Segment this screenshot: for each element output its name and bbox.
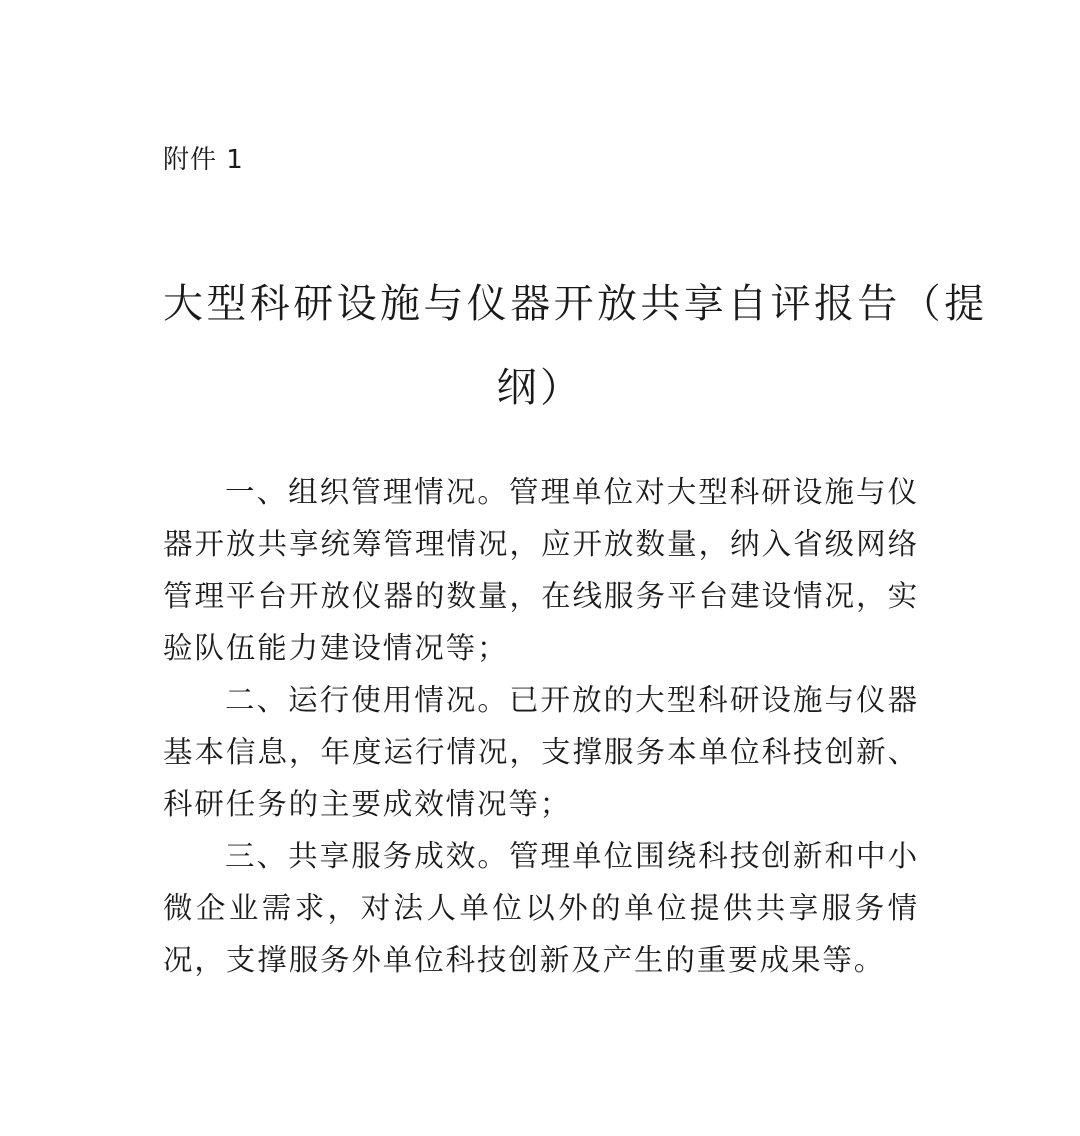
section-sharing-service-results: 三、共享服务成效。管理单位围绕科技创新和中小微企业需求，对法人单位以外的单位提供共享服务情况，支撑服务外单位科技创新及产生的重要成果等。	[163, 839, 919, 977]
document-title-line-2: 纲）	[496, 365, 584, 411]
section-operation-usage: 二、运行使用情况。已开放的大型科研设施与仪器基本信息，年度运行情况，支撑服务本单位科技创新、科研任务的主要成效情况等；	[163, 683, 919, 821]
document-body	[163, 466, 919, 986]
document-title-line-1: 大型科研设施与仪器开放共享自评报告（提	[163, 281, 988, 327]
section-organization-management: 一、组织管理情况。管理单位对大型科研设施与仪器开放共享统筹管理情况，应开放数量，纳入省级网络管理平台开放仪器的数量，在线服务平台建设情况，实验队伍能力建设情况等；	[163, 475, 919, 665]
document-title	[163, 262, 988, 430]
attachment-label: 附件 1	[163, 145, 244, 175]
